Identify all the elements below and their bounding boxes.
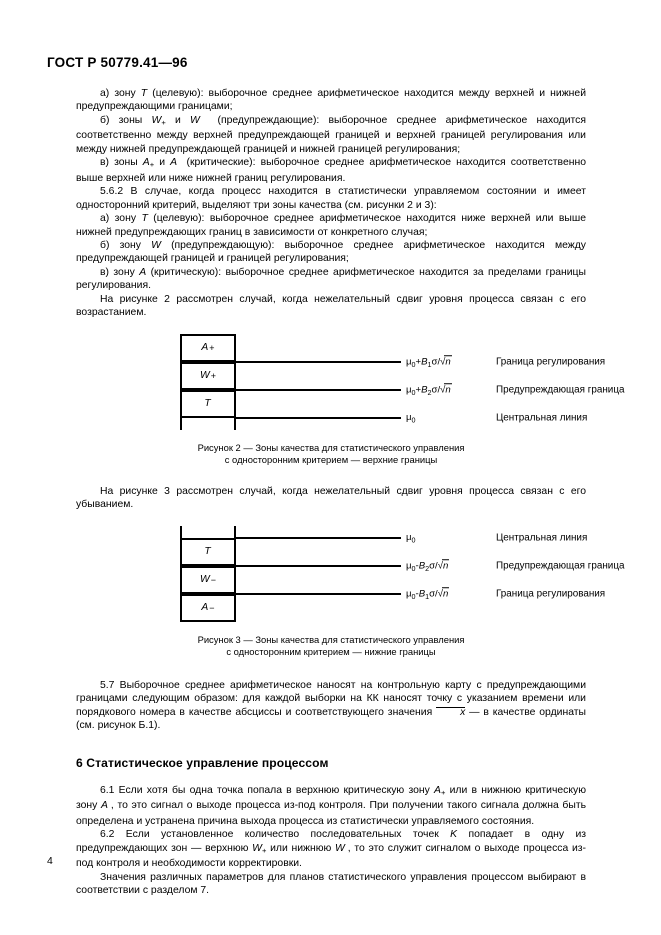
figure-2 (76, 334, 625, 467)
paragraph-6-1: 6.1 Если хотя бы одна точка попала в верхнюю критическую зону $A_+$ или в нижнюю критическую зону A , то это сигнал о выходе процесса из-под контроля. При получении такого сигнала должна быть определена и устранена причина выхода процесса из статистически управляемого состояния. (76, 784, 586, 827)
figure-2-caption (76, 442, 586, 467)
figure-3-zone-label-T: T (204, 546, 211, 558)
figure-3-mu-sub-warning: 0 (411, 563, 416, 573)
figure-2-coef-sub-control: 1 (427, 359, 432, 369)
figure-3-zone-label-W: W (200, 574, 210, 586)
figure-3-zone-column (180, 526, 236, 622)
figure-2-op-control: + (415, 355, 422, 367)
figure-3-tail-control: σ/√ (429, 588, 443, 600)
figure-3-zone-label-A: A (201, 602, 209, 614)
figure-3-coef-warning: B (418, 560, 426, 572)
figure-2-limit-line-control (236, 361, 401, 363)
figure-3-zone-sign-W: − (210, 574, 216, 585)
figure-3-mu-symbol-control: μ (406, 588, 412, 600)
figure-3-limit-line-control (236, 593, 401, 595)
figure-3-formula-control (406, 587, 449, 601)
figure-3-description-central: Центральная линия (496, 532, 588, 544)
figure-2-mu-symbol-warning: μ (406, 383, 412, 395)
figure-2-coef-sub-warning: 2 (427, 387, 432, 397)
figure-2-zone-sign-A: + (209, 342, 215, 353)
figure-2-radicand-control: n (445, 355, 451, 367)
paragraph-5-6-2: 5.6.2 В случае, когда процесс находится в статистически управляемом состоянии и имеет односторонний критерий, выделяют три зоны качества (см. рисунки 2 и 3): (76, 186, 586, 211)
paragraph-parameters-note: Значения различных параметров для планов статистического управления процессом выбирают в соответствии с разделом 7. (76, 871, 586, 896)
figure-3-caption-line-2: с односторонним критерием — нижние границы (226, 646, 436, 658)
figure-3-zone-box-target (180, 538, 236, 566)
paragraph-5-7: 5.7 Выборочное среднее арифметическое наносят на контрольную карту с предупреждающими границами следующим образом: для каждой выборки на КК наносят точку с указанием времени или порядкового номера в качестве абсциссы и соответствующего значения x — в качестве ординаты (см. рисунок Б.1). (76, 679, 586, 732)
figure-3-tail-warning: σ/√ (429, 560, 443, 572)
figure-3-op-control: - (415, 588, 419, 600)
figure-2-limit-line-central (236, 417, 401, 419)
paragraph-c-critical-zones: в) зоны $A_+$ и A (критические): выборочное среднее арифметическое находится соответственно выше верхней или ниже нижней границ регулирования. (76, 157, 586, 184)
figure-2-zone-label-A: A (201, 342, 209, 354)
figure-2-zone-column (180, 334, 236, 430)
document-content (76, 87, 625, 897)
figure-3-mu-symbol-central: μ (406, 531, 412, 543)
figure-3-mu-symbol-warning: μ (406, 560, 412, 572)
figure-2-zone-label-T: T (204, 398, 211, 410)
figure-3-op-warning: - (415, 560, 419, 572)
figure-3-zone-box-critical (180, 594, 236, 622)
figure-3-formula-warning (406, 559, 449, 573)
paragraph-6-2: 6.2 Если установленное количество последовательных точек K попадает в одну из предупреждающих зон — верхнюю $W_+$ или нижнюю W , то это служит сигналом о выходе процесса из-под контроля и необходимости корректировки. (76, 829, 587, 870)
figure-3-description-warning: Предупреждающая граница (496, 560, 625, 572)
figure-2-tail-control: σ/√ (431, 355, 446, 367)
figure-3-caption-line-1: Рисунок 3 — Зоны качества для статистического управления (197, 633, 465, 645)
figure-2-caption-line-1: Рисунок 2 — Зоны качества для статистического управления (197, 441, 465, 453)
figure-3-mu-sub-central: 0 (411, 535, 416, 545)
section-heading-6: 6 Статистическое управление процессом (76, 755, 329, 770)
page-header: ГОСТ Р 50779.41—96 (47, 55, 188, 70)
figure-3-radicand-warning: n (443, 560, 449, 572)
figure-2-zone-sign-W: + (210, 370, 216, 381)
figure-3-zone-box-warning (180, 566, 236, 594)
figure-2-zone-label-W: W (200, 370, 210, 382)
figure-3-description-control: Граница регулирования (496, 588, 606, 600)
figure-3 (76, 526, 625, 659)
page-number: 4 (47, 856, 53, 867)
figure-2-zone-box-critical (180, 334, 236, 362)
figure-3-coef-control: B (418, 588, 426, 600)
figure-3-limit-line-warning (236, 565, 401, 567)
figure-3-coef-sub-warning: 2 (425, 563, 430, 573)
figure-2-description-control: Граница регулирования (496, 356, 606, 368)
figure-3-limit-line-central (236, 537, 401, 539)
figure-2-formula-central (406, 411, 416, 424)
paragraph-b-warning-zone-one-sided: б) зону W (предупреждающую): выборочное среднее арифметическое находится между предупреждающей границей и границей регулирования; (76, 239, 586, 265)
figure-2-zone-box-warning (180, 362, 236, 390)
figure-2-description-warning: Предупреждающая граница (496, 384, 625, 396)
figure-2-coef-control: B (421, 355, 428, 367)
figure-2-formula-warning (406, 383, 452, 397)
figure-2-zone-box-target (180, 390, 236, 418)
figure-3-caption (76, 634, 586, 659)
paragraph-a-target-zone: а) зону T (целевую): выборочное среднее арифметическое находится между верхней и нижней предупреждающими границами; (76, 88, 586, 113)
figure-2-radicand-warning: n (445, 383, 451, 395)
figure-2-limit-line-warning (236, 389, 401, 391)
figure-2-mu-symbol-central: μ (406, 411, 412, 423)
figure-2-description-central: Центральная линия (496, 412, 588, 424)
figure-3-mu-sub-control: 0 (411, 591, 416, 601)
paragraph-figure3-intro: На рисунке 3 рассмотрен случай, когда нежелательный сдвиг уровня процесса связан с его убыванием. (76, 485, 586, 511)
figure-2-diagram (76, 334, 625, 430)
figure-2-formula-control (406, 355, 452, 369)
figure-3-radicand-control: n (443, 588, 449, 600)
paragraph-figure2-intro: На рисунке 2 рассмотрен случай, когда нежелательный сдвиг уровня процесса связан с его возрастанием. (76, 293, 586, 319)
figure-2-mu-sub-control: 0 (411, 359, 416, 369)
figure-3-coef-sub-control: 1 (425, 591, 430, 601)
figure-2-coef-warning: B (421, 383, 428, 395)
paragraph-c-critical-zone-one-sided: в) зону A (критическую): выборочное среднее арифметическое находится за пределами границы регулирования. (76, 266, 586, 292)
figure-2-op-warning: + (415, 383, 422, 395)
figure-2-tail-warning: σ/√ (431, 383, 446, 395)
figure-2-mu-sub-central: 0 (411, 414, 416, 424)
figure-3-diagram (76, 526, 625, 622)
figure-2-caption-line-2: с односторонним критерием — верхние границы (224, 454, 438, 466)
figure-3-zone-sign-A: − (209, 602, 215, 613)
figure-2-mu-sub-warning: 0 (411, 387, 416, 397)
paragraph-a-target-zone-one-sided: а) зону T (целевую): выборочное среднее арифметическое находится ниже верхней или выше нижней предупреждающих границ в зависимости от конкретного случая; (76, 213, 586, 238)
paragraph-b-warning-zones: б) зоны $W_+$ и W (предупреждающие): выборочное среднее арифметическое находится соответственно между верхней предупреждающей границей и верхней границей регулирования или между нижней предупреждающей границей и нижней границей регулирования; (76, 114, 586, 155)
figure-3-formula-central (406, 532, 416, 545)
figure-2-mu-symbol-control: μ (406, 355, 412, 367)
